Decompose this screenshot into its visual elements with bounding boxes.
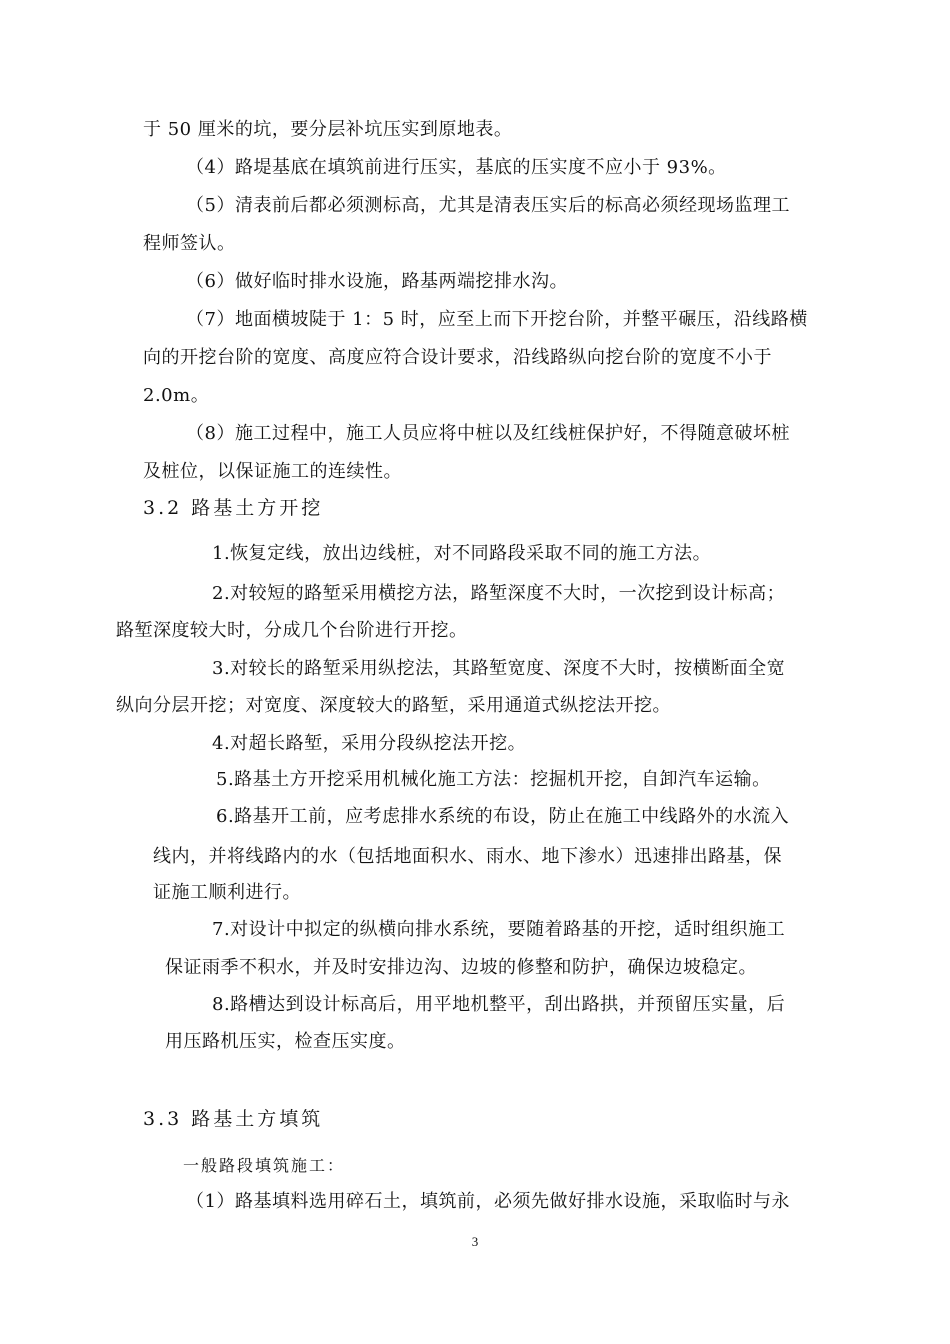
- section-heading: 3.3 路基土方填筑: [143, 1108, 324, 1130]
- text-line: 2.0m。: [143, 385, 210, 406]
- text-line: 用压路机压实，检查压实度。: [165, 1031, 406, 1052]
- text-line: 7.对设计中拟定的纵横向排水系统，要随着路基的开挖，适时组织施工: [212, 919, 786, 940]
- text-line: 5.路基土方开挖采用机械化施工方法：挖掘机开挖，自卸汽车运输。: [216, 769, 771, 790]
- text-line: 线内，并将线路内的水（包括地面积水、雨水、地下渗水）迅速排出路基，保: [153, 846, 782, 867]
- page-number: 3: [471, 1234, 479, 1249]
- text-line: 一般路段填筑施工：: [183, 1156, 346, 1175]
- text-line: 程师签认。: [143, 233, 236, 254]
- text-line: （5）清表前后都必须测标高，尤其是清表压实后的标高必须经现场监理工: [186, 195, 790, 216]
- text-line: （8）施工过程中，施工人员应将中桩以及红线桩保护好，不得随意破坏桩: [186, 423, 790, 444]
- text-line: 1.恢复定线，放出边线桩，对不同路段采取不同的施工方法。: [212, 543, 712, 564]
- text-line: 6.路基开工前，应考虑排水系统的布设，防止在施工中线路外的水流入: [216, 806, 790, 827]
- text-line: （7）地面横坡陡于 1：5 时，应至上而下开挖台阶，并整平碾压，沿线路横: [186, 309, 808, 330]
- text-line: 8.路槽达到设计标高后，用平地机整平，刮出路拱，并预留压实量，后: [212, 994, 786, 1015]
- text-line: 保证雨季不积水，并及时安排边沟、边坡的修整和防护，确保边坡稳定。: [165, 957, 757, 978]
- text-line: 向的开挖台阶的宽度、高度应符合设计要求，沿线路纵向挖台阶的宽度不小于: [143, 347, 772, 368]
- text-line: （6）做好临时排水设施，路基两端挖排水沟。: [186, 271, 568, 292]
- text-line: （4）路堤基底在填筑前进行压实，基底的压实度不应小于 93%。: [186, 157, 727, 178]
- text-line: 及桩位，以保证施工的连续性。: [143, 461, 402, 482]
- text-line: 2.对较短的路堑采用横挖方法，路堑深度不大时，一次挖到设计标高；: [212, 583, 786, 604]
- text-line: 于 50 厘米的坑，要分层补坑压实到原地表。: [143, 119, 513, 140]
- text-line: 证施工顺利进行。: [153, 882, 301, 903]
- text-line: 纵向分层开挖；对宽度、深度较大的路堑，采用通道式纵挖法开挖。: [116, 695, 671, 716]
- text-line: 路堑深度较大时，分成几个台阶进行开挖。: [116, 620, 468, 641]
- text-line: （1）路基填料选用碎石土，填筑前，必须先做好排水设施，采取临时与永: [186, 1191, 790, 1212]
- text-line: 4.对超长路堑，采用分段纵挖法开挖。: [212, 733, 527, 754]
- text-line: 3.对较长的路堑采用纵挖法，其路堑宽度、深度不大时，按横断面全宽: [212, 658, 786, 679]
- section-heading: 3.2 路基土方开挖: [143, 497, 324, 519]
